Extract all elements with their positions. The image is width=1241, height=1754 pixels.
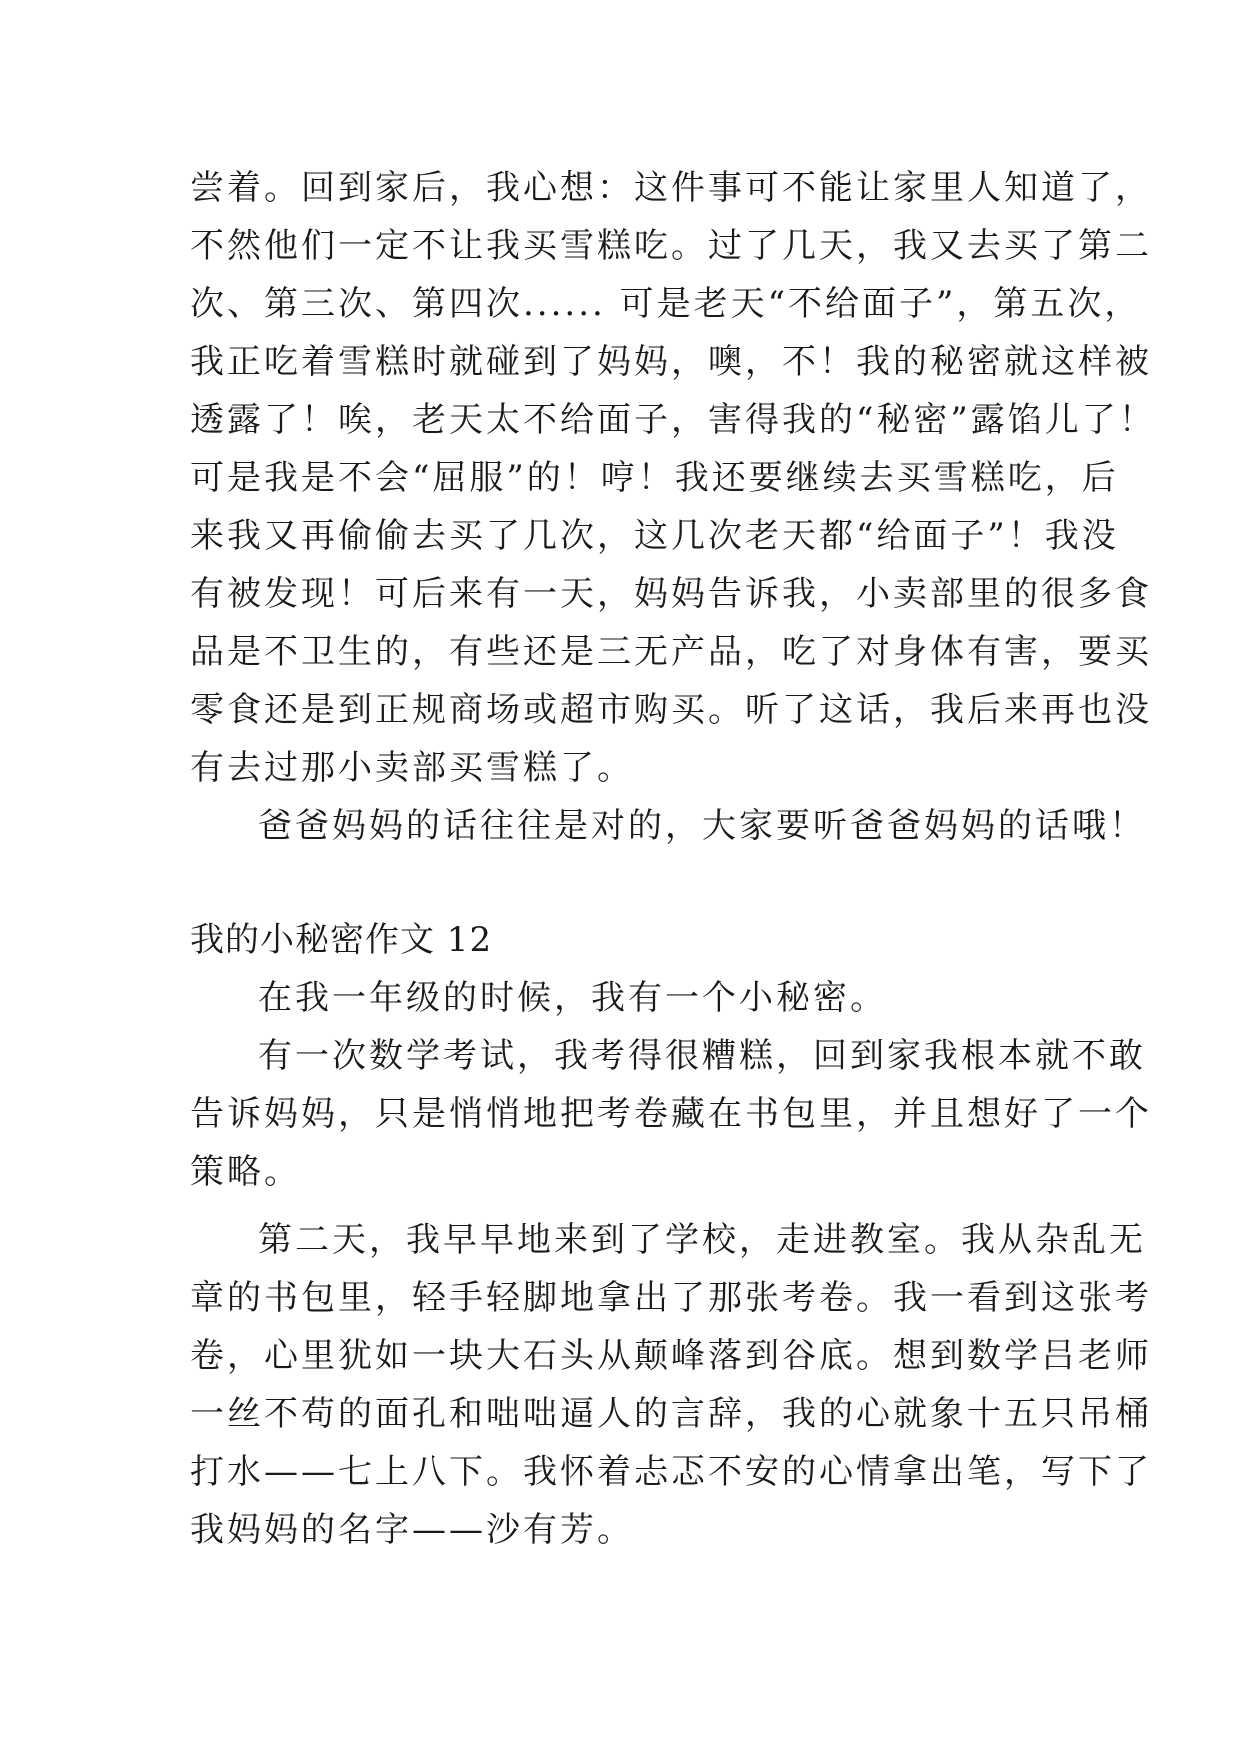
- body-line: 可是我是不会“屈服”的！哼！我还要继续去买雪糕吃，后: [190, 458, 1119, 498]
- body-line: 零食还是到正规商场或超市购买。听了这话，我后来再也没: [190, 690, 1152, 730]
- paragraph-line: 一丝不苟的面孔和咄咄逼人的言辞，我的心就象十五只吊桶: [190, 1394, 1152, 1434]
- body-line: 透露了！唉，老天太不给面子，害得我的“秘密”露馅儿了！: [190, 400, 1156, 440]
- body-line: 次、第三次、第四次...... 可是老天“不给面子”，第五次，: [190, 284, 1142, 324]
- body-line: 有去过那小卖部买雪糕了。: [190, 748, 634, 788]
- body-line: 有被发现！可后来有一天，妈妈告诉我，小卖部里的很多食: [190, 574, 1152, 614]
- paragraph-line: 卷，心里犹如一块大石头从颠峰落到谷底。想到数学吕老师: [190, 1336, 1152, 1376]
- paragraph-line: 打水——七上八下。我怀着忐忑不安的心情拿出笔，写下了: [190, 1452, 1152, 1492]
- body-line: 不然他们一定不让我买雪糕吃。过了几天，我又去买了第二: [190, 226, 1152, 266]
- paragraph-line: 章的书包里，轻手轻脚地拿出了那张考卷。我一看到这张考: [190, 1278, 1152, 1318]
- body-line: 尝着。回到家后，我心想：这件事可不能让家里人知道了，: [190, 168, 1152, 208]
- paragraph-line: 告诉妈妈，只是悄悄地把考卷藏在书包里，并且想好了一个: [190, 1094, 1152, 1134]
- paragraph-line: 我妈妈的名字——沙有芳。: [190, 1510, 634, 1550]
- paragraph-line: 策略。: [190, 1152, 301, 1192]
- body-line: 品是不卫生的，有些还是三无产品，吃了对身体有害，要买: [190, 632, 1152, 672]
- paragraph-line: 第二天，我早早地来到了学校，走进教室。我从杂乱无: [258, 1220, 1146, 1260]
- closing-line: 爸爸妈妈的话往往是对的，大家要听爸爸妈妈的话哦！: [258, 806, 1146, 846]
- essay-title: 我的小秘密作文 12: [190, 920, 493, 960]
- paragraph-line: 在我一年级的时候，我有一个小秘密。: [258, 978, 887, 1018]
- paragraph-line: 有一次数学考试，我考得很糟糕，回到家我根本就不敢: [258, 1036, 1146, 1076]
- body-line: 来我又再偷偷去买了几次，这几次老天都“给面子”！我没: [190, 516, 1119, 556]
- body-line: 我正吃着雪糕时就碰到了妈妈，噢，不！我的秘密就这样被: [190, 342, 1152, 382]
